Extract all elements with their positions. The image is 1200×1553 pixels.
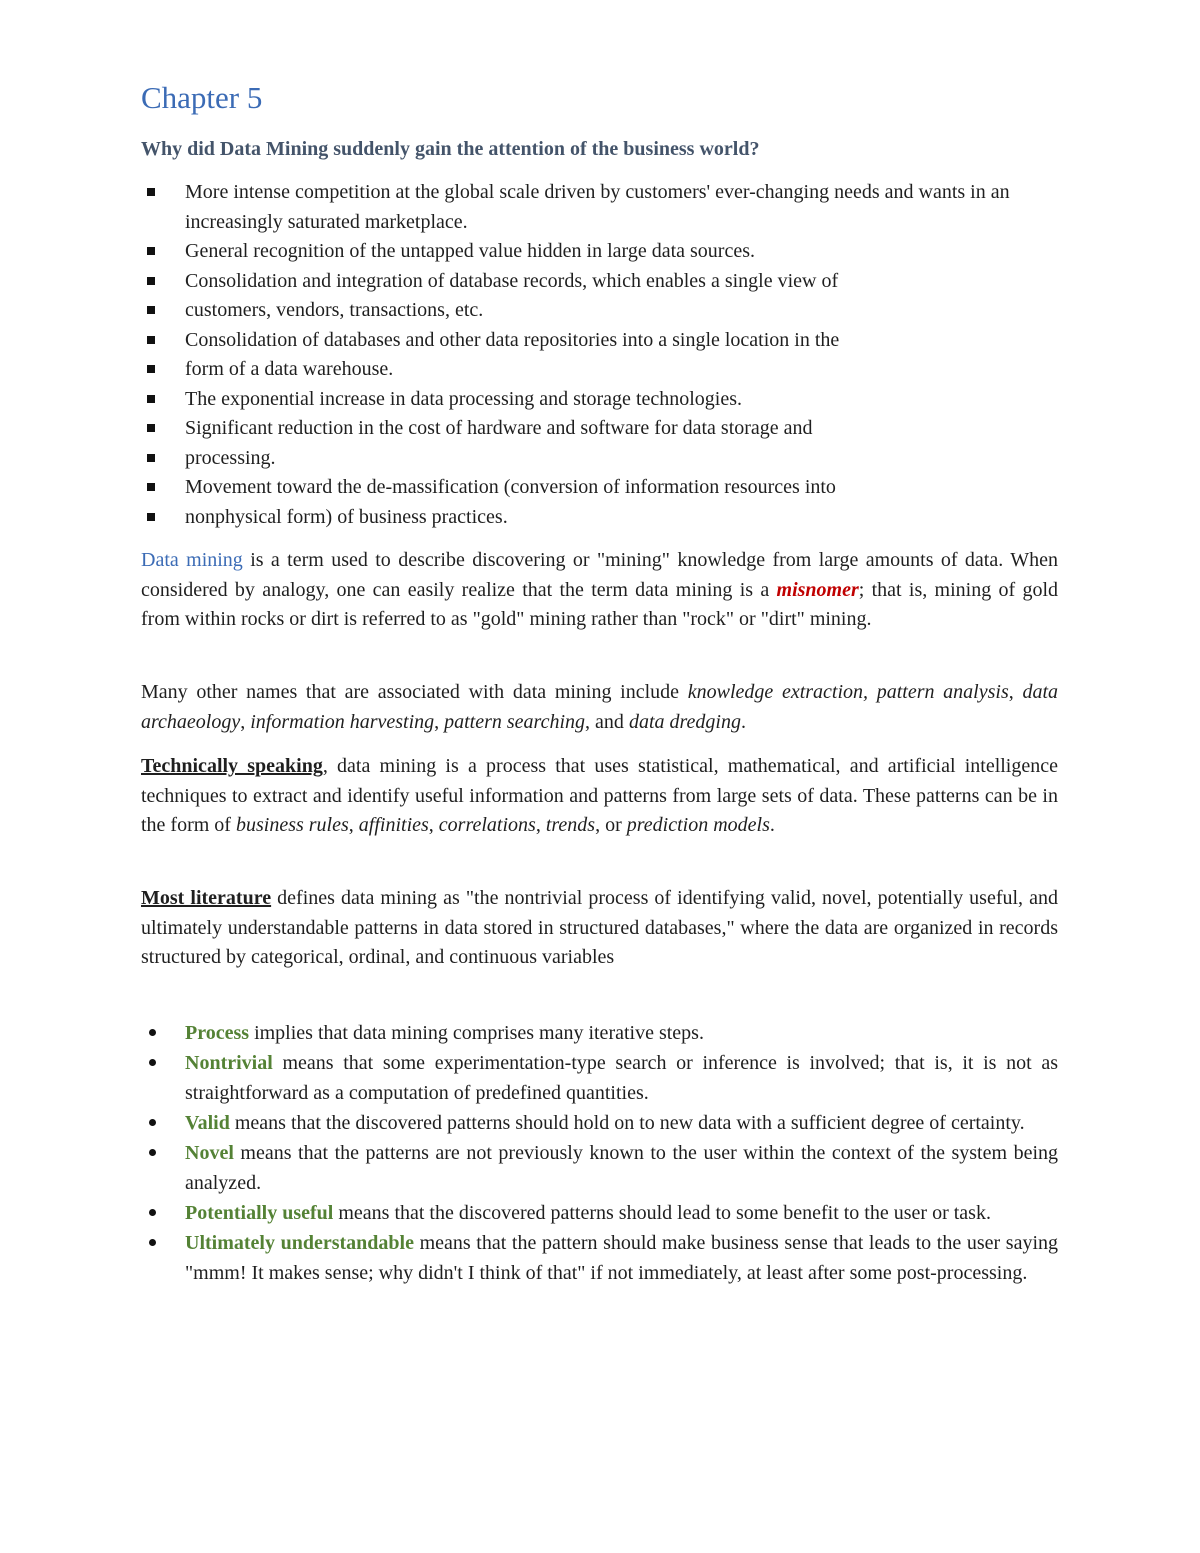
square-bullet-icon [147,513,155,521]
square-bullet-icon [147,483,155,491]
round-bullet-icon [149,1209,156,1216]
defined-term: Process [185,1022,250,1044]
paragraph-end: . [769,814,775,836]
paragraph-end: . [740,710,746,733]
name-term: information harvesting [250,710,435,733]
separator: , and [585,710,629,733]
square-bullet-icon [147,247,155,255]
list-item-text: Movement toward the de-massification (conversion of information resources into [185,476,836,498]
list-item [141,1228,1058,1288]
chapter-title: Chapter 5 [141,80,263,115]
round-bullet-icon [149,1149,156,1156]
term-description: means that some experimentation-type search or inference is involved; that is, it is not as straightforward as a computation of predefined quantities. [185,1052,1058,1104]
list-item-text: processing. [185,446,276,469]
square-bullet-icon [147,365,155,373]
pattern-form: trends [545,814,596,836]
list-item [141,1138,1058,1198]
list-item-text: More intense competition at the global scale driven by customers' ever-changing needs and wants in an increasingly saturated marketplace. [185,181,1010,233]
list-item [141,178,1066,237]
square-bullet-icon [147,454,155,462]
pattern-form: affinities [358,814,429,836]
list-item [141,1048,1058,1108]
list-item [141,1108,1058,1138]
term-description: means that the discovered patterns should hold on to new data with a sufficient degree of certainty. [229,1112,1025,1134]
reasons-list [141,178,1066,532]
defined-term: Potentially useful [185,1202,334,1224]
misnomer-term: misnomer [776,578,859,601]
list-item [141,1018,1058,1048]
list-item-text: Consolidation and integration of database records, which enables a single view of [185,269,839,292]
data-mining-term: Data mining [141,549,243,571]
most-literature-lead: Most literature [141,887,272,909]
square-bullet-icon [147,336,155,344]
name-term: data archaeology [141,681,1059,733]
list-item-text: nonphysical form) of business practices. [185,505,508,528]
definition-text: is a term used to describe discovering or "mining" knowledge from large amounts of data. When considered by analogy, one can easily realize that the term data mining is a [141,549,1058,601]
square-bullet-icon [147,188,155,196]
pattern-form: prediction models [626,814,770,836]
list-item [141,473,1066,503]
list-item [141,267,1066,297]
list-item [141,414,1066,444]
list-item [141,296,1066,326]
list-item [141,444,1066,474]
technically-speaking-lead: Technically speaking [141,755,323,777]
square-bullet-icon [147,277,155,285]
list-item-text: customers, vendors, transactions, etc. [185,299,484,321]
technical-text: , data mining is a process that uses statistical, mathematical, and artificial intelligence techniques to extract and identify useful information and patterns from large sets of data. These patterns can be in the form of [141,755,1058,836]
pattern-form: business rules [235,814,349,836]
separator: , or [595,814,627,836]
section-question: Why did Data Mining suddenly gain the attention of the business world? [141,138,760,160]
list-item-text: Significant reduction in the cost of hardware and software for data storage and [185,417,813,439]
term-description: means that the pattern should make business sense that leads to the user saying "mmm! It makes sense; why didn't I think of that" if not immediately, at least after some post-processing. [185,1232,1058,1284]
separator: , [240,710,251,733]
round-bullet-icon [149,1119,156,1126]
separator: , [1008,681,1023,703]
name-term: data dredging [628,710,741,733]
round-bullet-icon [149,1029,156,1036]
term-description: means that the patterns are not previously known to the user within the context of the system being analyzed. [185,1142,1058,1194]
defined-term: Valid [185,1112,230,1134]
name-term: pattern searching [444,710,586,733]
defined-term: Novel [185,1142,234,1164]
list-item [141,385,1066,415]
definition-paragraph [141,546,1058,635]
other-names-intro: Many other names that are associated with data mining include [141,681,688,703]
technical-paragraph [141,752,1058,841]
name-term: knowledge extraction, pattern analysis [687,681,1009,703]
square-bullet-icon [147,306,155,314]
list-item [141,237,1066,267]
other-names-paragraph [141,678,1058,737]
square-bullet-icon [147,424,155,432]
list-item [141,1198,1058,1228]
list-item [141,503,1066,533]
literature-text: defines data mining as "the nontrivial process of identifying valid, novel, potentially useful, and ultimately understandable patterns in data stored in structured databases," where the data are organized in records structured by categorical, ordinal, and continuous variables [141,887,1059,968]
square-bullet-icon [147,395,155,403]
separator: , [535,814,546,836]
list-item-text: General recognition of the untapped value hidden in large data sources. [185,240,755,262]
round-bullet-icon [149,1059,156,1066]
literature-paragraph [141,884,1058,973]
defined-term: Nontrivial [185,1052,273,1074]
round-bullet-icon [149,1239,156,1246]
separator: , [348,814,359,836]
definition-terms-list [141,1018,1058,1288]
term-description: means that the discovered patterns should lead to some benefit to the user or task. [333,1202,991,1224]
pattern-form: correlations [438,814,536,836]
list-item-text: The exponential increase in data processing and storage technologies. [185,387,743,410]
list-item [141,355,1066,385]
list-item-text: form of a data warehouse. [185,358,394,380]
defined-term: Ultimately understandable [185,1232,414,1254]
definition-text-end: ; that is, mining of gold from within rocks or dirt is referred to as "gold" mining rather than "rock" or "dirt" mining. [141,578,1058,630]
separator: , [428,814,439,836]
list-item [141,326,1066,356]
term-description: implies that data mining comprises many iterative steps. [249,1022,704,1044]
list-item-text: Consolidation of databases and other data repositories into a single location in the [185,328,840,351]
separator: , [434,710,445,733]
